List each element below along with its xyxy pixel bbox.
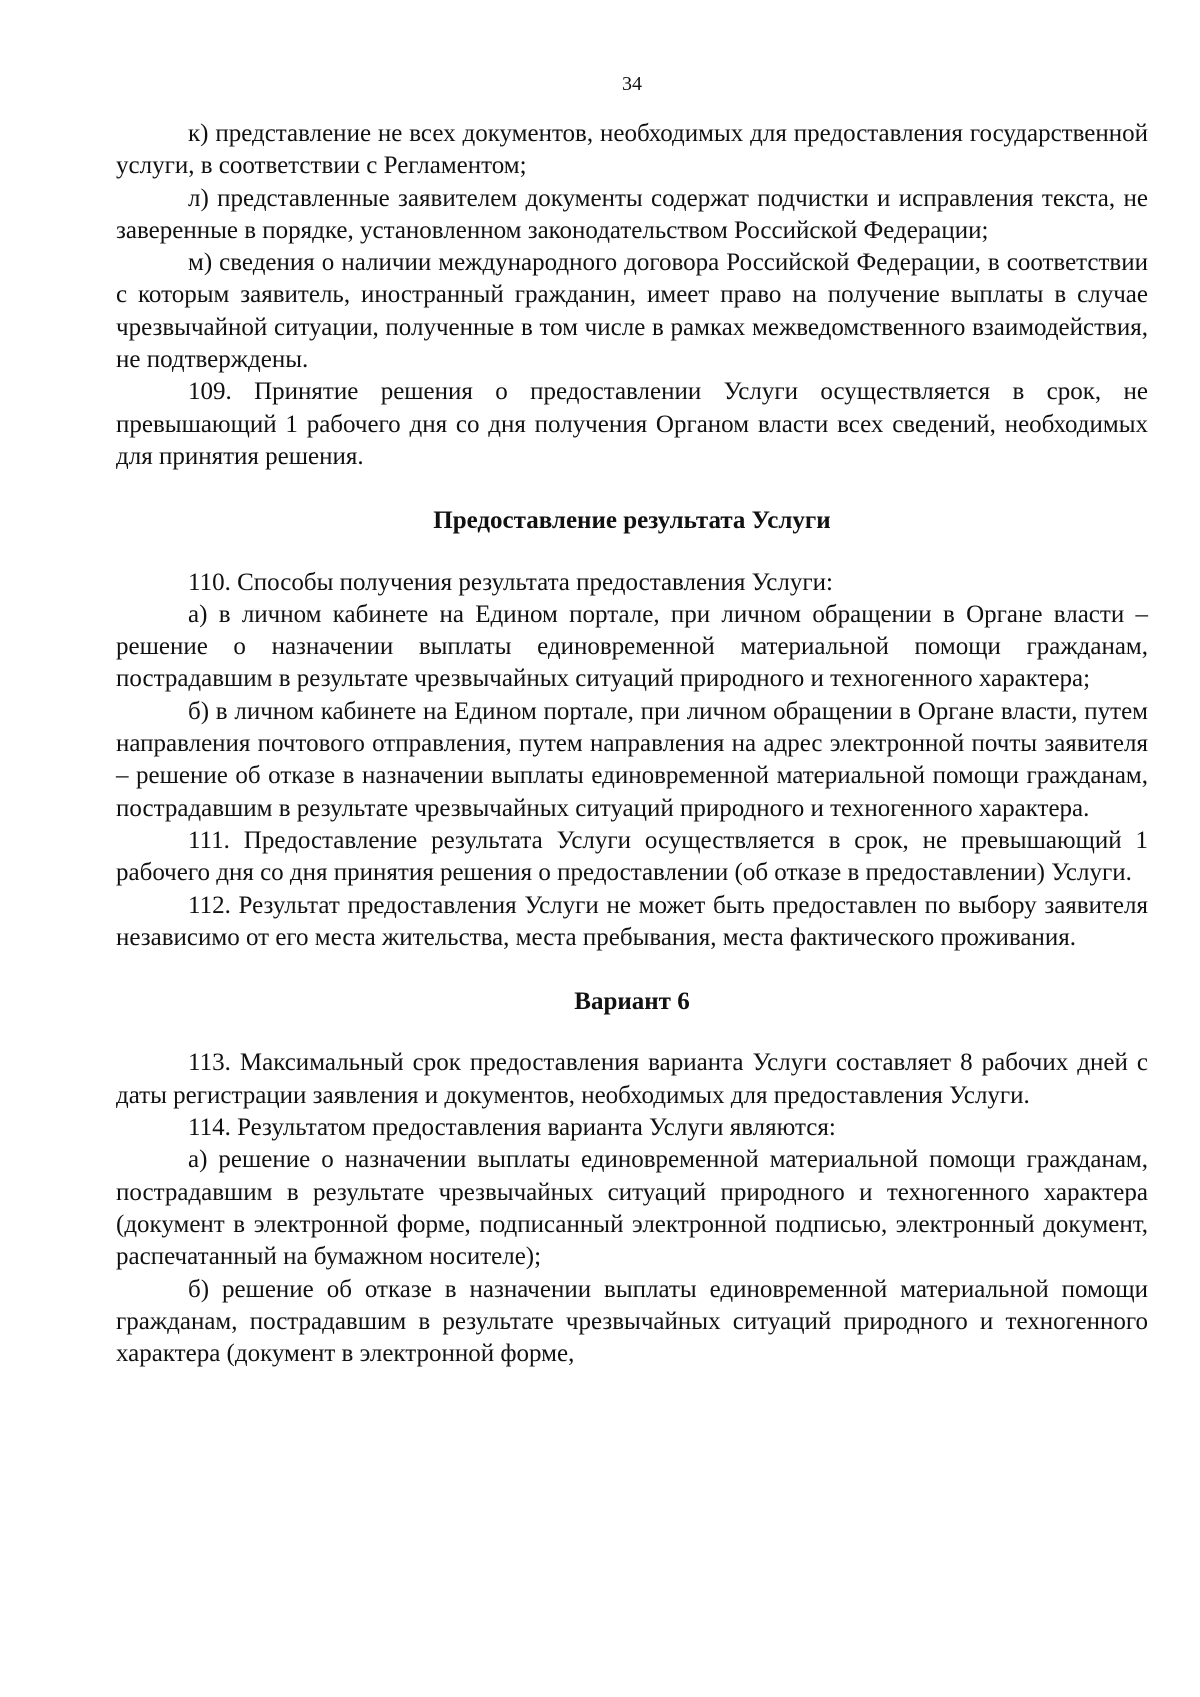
section-heading-variant: Вариант 6 xyxy=(574,988,690,1016)
document-body xyxy=(116,118,1148,1370)
paragraph-114a: а) решение о назначении выплаты единовременной материальной помощи гражданам, пострадавшим в результате чрезвычайных ситуаций природного и техногенного характера (документ в электронной форме, подписанный электронной подписью, электронный документ, распечатанный на бумажном носителе); xyxy=(116,1146,1148,1271)
paragraph-110b: б) в личном кабинете на Едином портале, при личном обращении в Органе власти, путем направления почтового отправления, путем направления на адрес электронной почты заявителя – решение об отказе в назначении выплаты единовременной материальной помощи гражданам, пострадавшим в результате чрезвычайных ситуаций природного и техногенного характера. xyxy=(116,697,1148,822)
paragraph-k: к) представление не всех документов, необходимых для предоставления государственной услуги, в соответствии с Регламентом; xyxy=(116,120,1148,180)
paragraph-114b: б) решение об отказе в назначении выплаты единовременной материальной помощи гражданам, пострадавшим в результате чрезвычайных ситуаций природного и техногенного характера (документ в электронной форме, xyxy=(116,1275,1148,1368)
page-number: 34 xyxy=(622,73,642,95)
spacer xyxy=(116,538,1148,567)
paragraph-m: м) сведения о наличии международного договора Российской Федерации, в соответствии с которым заявитель, иностранный гражданин, имеет право на получение выплаты в случае чрезвычайной ситуации, полученные в том числе в рамках межведомственного взаимодействия, не подтверждены. xyxy=(116,249,1148,374)
paragraph-110a: а) в личном кабинете на Едином портале, при личном обращении в Органе власти – решение о назначении выплаты единовременной материальной помощи гражданам, пострадавшим в результате чрезвычайных ситуаций природного и техногенного характера; xyxy=(116,600,1148,693)
paragraph-111: 111. Предоставление результата Услуги осуществляется в срок, не превышающий 1 рабочего дня со дня принятия решения о предоставлении (об отказе в предоставлении) Услуги. xyxy=(116,826,1148,887)
spacer xyxy=(116,473,1148,505)
paragraph-113: 113. Максимальный срок предоставления варианта Услуги составляет 8 рабочих дней с даты регистрации заявления и документов, необходимых для предоставления Услуги. xyxy=(116,1049,1148,1109)
section-heading-result: Предоставление результата Услуги xyxy=(433,507,831,535)
paragraph-112: 112. Результат предоставления Услуги не может быть предоставлен по выбору заявителя независимо от его места жительства, места пребывания, места фактического проживания. xyxy=(116,891,1148,951)
paragraph-109: 109. Принятие решения о предоставлении Услуги осуществляется в срок, не превышающий 1 рабочего дня со дня получения Органом власти всех сведений, необходимых для принятия решения. xyxy=(116,378,1148,470)
paragraph-110: 110. Способы получения результата предоставления Услуги: xyxy=(188,568,833,596)
spacer xyxy=(116,954,1148,986)
paragraph-l: л) представленные заявителем документы содержат подчистки и исправления текста, не заверенные в порядке, установленном законодательством Российской Федерации; xyxy=(116,184,1148,244)
spacer xyxy=(116,1018,1148,1047)
paragraph-114: 114. Результатом предоставления варианта Услуги являются: xyxy=(188,1114,836,1142)
